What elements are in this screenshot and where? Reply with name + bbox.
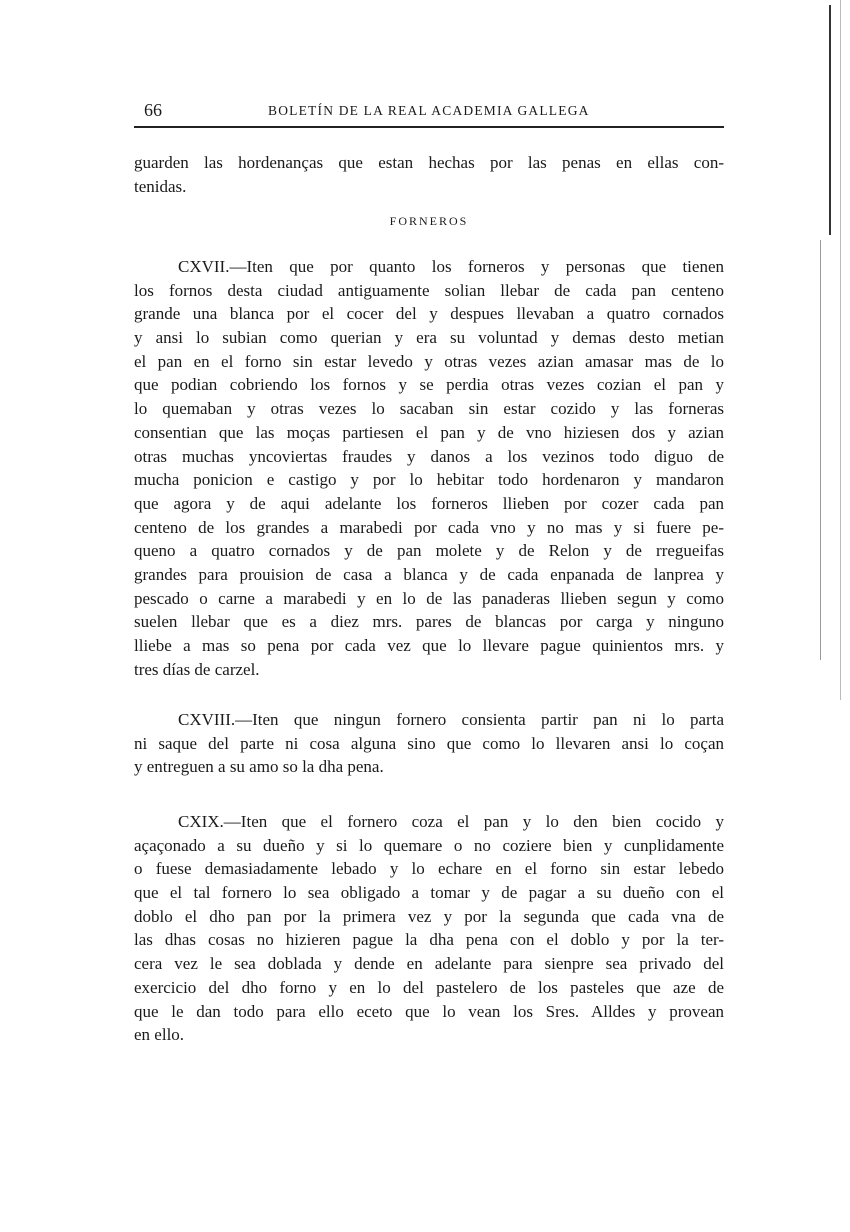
text-line: exercicio del dho forno y en lo del pastelero de los pasteles que aze de bbox=[134, 977, 724, 997]
text-line: cera vez le sea doblada y dende en adelante para sienpre sea privado del bbox=[134, 954, 724, 974]
text-line: pescado o carne a marabedi y en lo de las panaderas llieben segun y como bbox=[134, 588, 724, 608]
scan-edge-mark bbox=[840, 0, 841, 700]
text-line: guarden las hordenanças que estan hechas por las penas en ellas con- bbox=[134, 153, 724, 172]
text-line: mucha ponicion e castigo y por lo hebitar todo hordenaron y mandaron bbox=[134, 470, 724, 490]
text-line: tres días de carzel. bbox=[134, 659, 260, 679]
text-line: lo quemaban y otras vezes lo sacaban sin estar cozido y las forneras bbox=[134, 399, 724, 419]
text-line: consentian que las moças partiesen el pan y de vno hiziesen dos y azian bbox=[134, 422, 724, 442]
text-line: que podian cobriendo los fornos y se perdia otras vezes cozian el pan y bbox=[134, 375, 724, 395]
intro-paragraph bbox=[134, 151, 724, 198]
text-line: açaçonado a su dueño y si lo quemare o no coziere bien y cunplidamente bbox=[134, 835, 724, 855]
text-line: ni saque del parte ni cosa alguna sino que como lo llevaren ansi lo coçan bbox=[134, 733, 724, 753]
text-line: los fornos desta ciudad antiguamente solian llebar de cada pan centeno bbox=[134, 280, 724, 300]
text-line: CXVII.—Iten que por quanto los forneros y personas que tienen bbox=[178, 257, 724, 276]
text-line: CXVIII.—Iten que ningun fornero consienta partir pan ni lo parta bbox=[178, 710, 724, 729]
text-line: tenidas. bbox=[134, 176, 187, 196]
text-line: grande una blanca por el cocer del y despues llevaban a quatro cornados bbox=[134, 304, 724, 324]
text-line: el pan en el forno sin estar levedo y otras vezes azian amasar mas de lo bbox=[134, 351, 724, 371]
text-line: suelen llebar que es a diez mrs. pares de blancas por carga y ninguno bbox=[134, 612, 724, 632]
text-line: grandes para prouision de casa a blanca y de cada enpanada de lanprea y bbox=[134, 564, 724, 584]
scan-edge-mark bbox=[820, 240, 821, 660]
text-line: que el tal fornero lo sea obligado a tomar y de pagar a su dueño con el bbox=[134, 883, 724, 903]
text-line: o fuese demasiadamente lebado y lo echare en el forno sin estar lebedo bbox=[134, 859, 724, 879]
text-line: centeno de los grandes a marabedi por cada vno y no mas y si fuere pe- bbox=[134, 517, 724, 537]
text-line: en ello. bbox=[134, 1025, 185, 1045]
section-title: FORNEROS bbox=[389, 214, 469, 228]
paragraph-cxviii bbox=[134, 708, 724, 779]
running-title: BOLETÍN DE LA REAL ACADEMIA GALLEGA bbox=[268, 103, 590, 118]
text-line: queno a quatro cornados y de pan molete y de Relon y de rregueifas bbox=[134, 541, 724, 561]
text-line: las dhas cosas no hizieren pague la dha pena con el doblo y por la ter- bbox=[134, 930, 724, 950]
page-number: 66 bbox=[144, 100, 162, 120]
header-rule bbox=[134, 126, 724, 128]
text-line: que agora y de aqui adelante los forneros llieben por cozer cada pan bbox=[134, 493, 724, 513]
text-line: otras muchas yncoviertas fraudes y danos a los vezinos todo diguo de bbox=[134, 446, 724, 466]
scan-edge-mark bbox=[829, 5, 831, 235]
text-line: CXIX.—Iten que el fornero coza el pan y lo den bien cocido y bbox=[178, 812, 724, 831]
text-line: que le dan todo para ello eceto que lo vean los Sres. Alldes y provean bbox=[134, 1001, 724, 1021]
paragraph-cxix bbox=[134, 810, 724, 1047]
paragraph-cxvii bbox=[134, 255, 724, 681]
text-line: lliebe a mas so pena por cada vez que lo llevare pague quinientos mrs. y bbox=[134, 636, 724, 655]
text-line: y entreguen a su amo so la dha pena. bbox=[134, 757, 384, 777]
text-line: y ansi lo subian como querian y era su voluntad y demas desto metian bbox=[134, 328, 724, 348]
text-line: doblo el dho pan por la primera vez y por la segunda que cada vna de bbox=[134, 906, 724, 926]
